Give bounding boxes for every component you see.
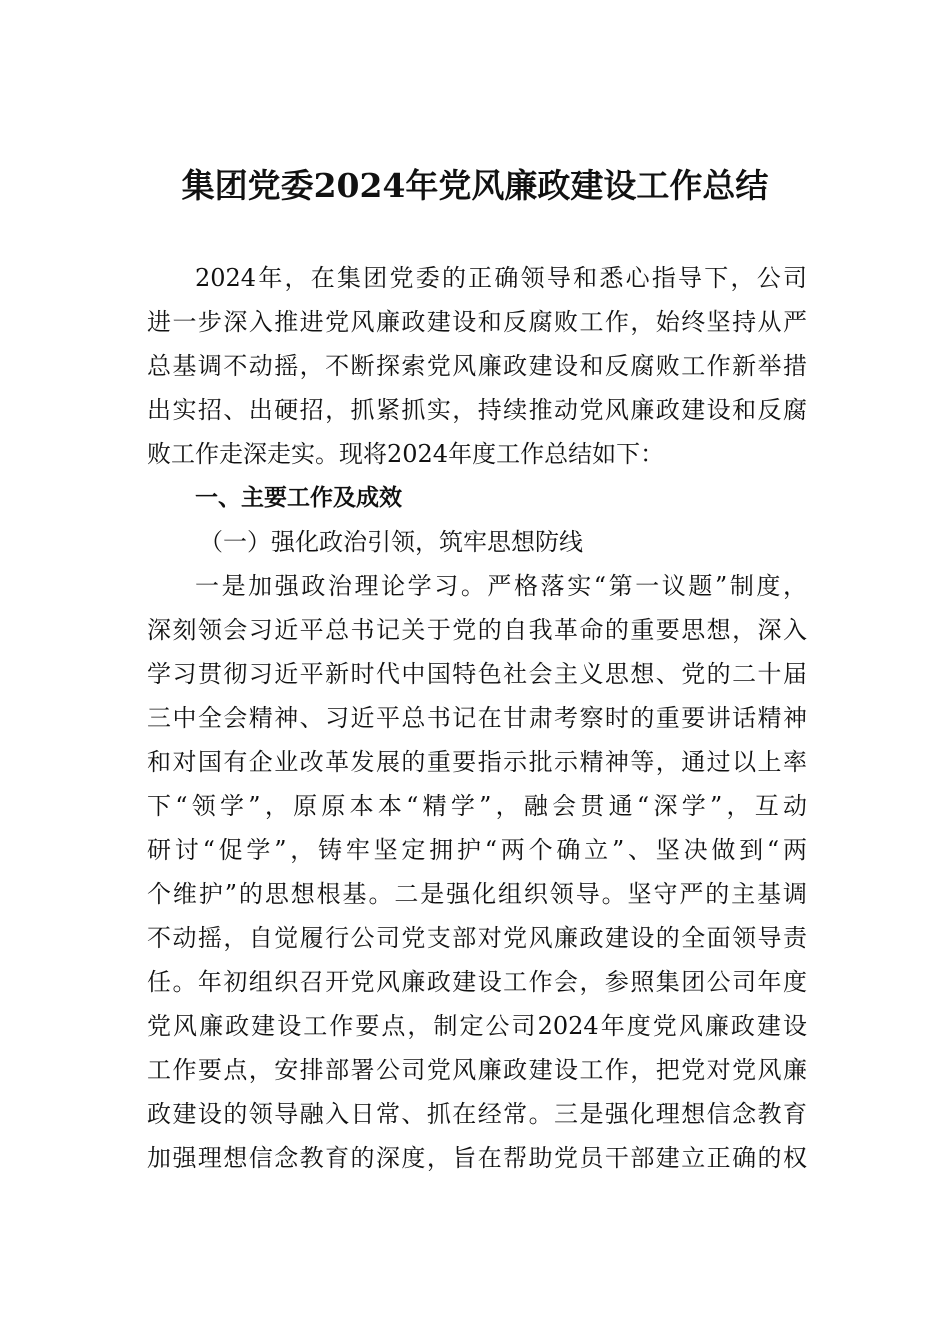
body-line: 三中全会精神、习近平总书记在甘肃考察时的重要讲话精神	[147, 704, 807, 732]
body-line: 任。年初组织召开党风廉政建设工作会，参照集团公司年度	[147, 968, 807, 996]
intro-line: 总基调不动摇，不断探索党风廉政建设和反腐败工作新举措	[147, 352, 807, 380]
body-line: 和对国有企业改革发展的重要指示批示精神等，通过以上率	[147, 748, 807, 776]
intro-line: 败工作走深走实。现将2024年度工作总结如下：	[147, 440, 665, 468]
body-line: 学习贯彻习近平新时代中国特色社会主义思想、党的二十届	[147, 660, 807, 688]
intro-line: 2024年，在集团党委的正确领导和悉心指导下，公司	[195, 264, 807, 292]
body-line: 政建设的领导融入日常、抓在经常。三是强化理想信念教育	[147, 1100, 807, 1128]
intro-line: 出实招、出硬招，抓紧抓实，持续推动党风廉政建设和反腐	[147, 396, 807, 424]
body-line: 工作要点，安排部署公司党风廉政建设工作，把党对党风廉	[147, 1056, 807, 1084]
body-line: 不动摇，自觉履行公司党支部对党风廉政建设的全面领导责	[147, 924, 807, 952]
body-line: 党风廉政建设工作要点，制定公司2024年度党风廉政建设	[147, 1012, 807, 1040]
body-line: 下“领学”，原原本本“精学”，融会贯通“深学”，互动	[147, 792, 807, 820]
subsection-heading: （一）强化政治引领，筑牢思想防线	[199, 528, 583, 556]
body-line: 一是加强政治理论学习。严格落实“第一议题”制度，	[195, 572, 807, 600]
body-line: 研讨“促学”，铸牢坚定拥护“两个确立”、坚决做到“两	[147, 836, 807, 864]
section-heading: 一、主要工作及成效	[195, 485, 402, 511]
body-line: 加强理想信念教育的深度，旨在帮助党员干部建立正确的权	[147, 1144, 807, 1172]
body-line: 个维护”的思想根基。二是强化组织领导。坚守严的主基调	[147, 880, 807, 908]
intro-line: 进一步深入推进党风廉政建设和反腐败工作，始终坚持从严	[147, 308, 807, 336]
document-body	[147, 256, 807, 1180]
body-line: 深刻领会习近平总书记关于党的自我革命的重要思想，深入	[147, 616, 807, 644]
document-title: 集团党委2024年党风廉政建设工作总结	[181, 166, 769, 205]
